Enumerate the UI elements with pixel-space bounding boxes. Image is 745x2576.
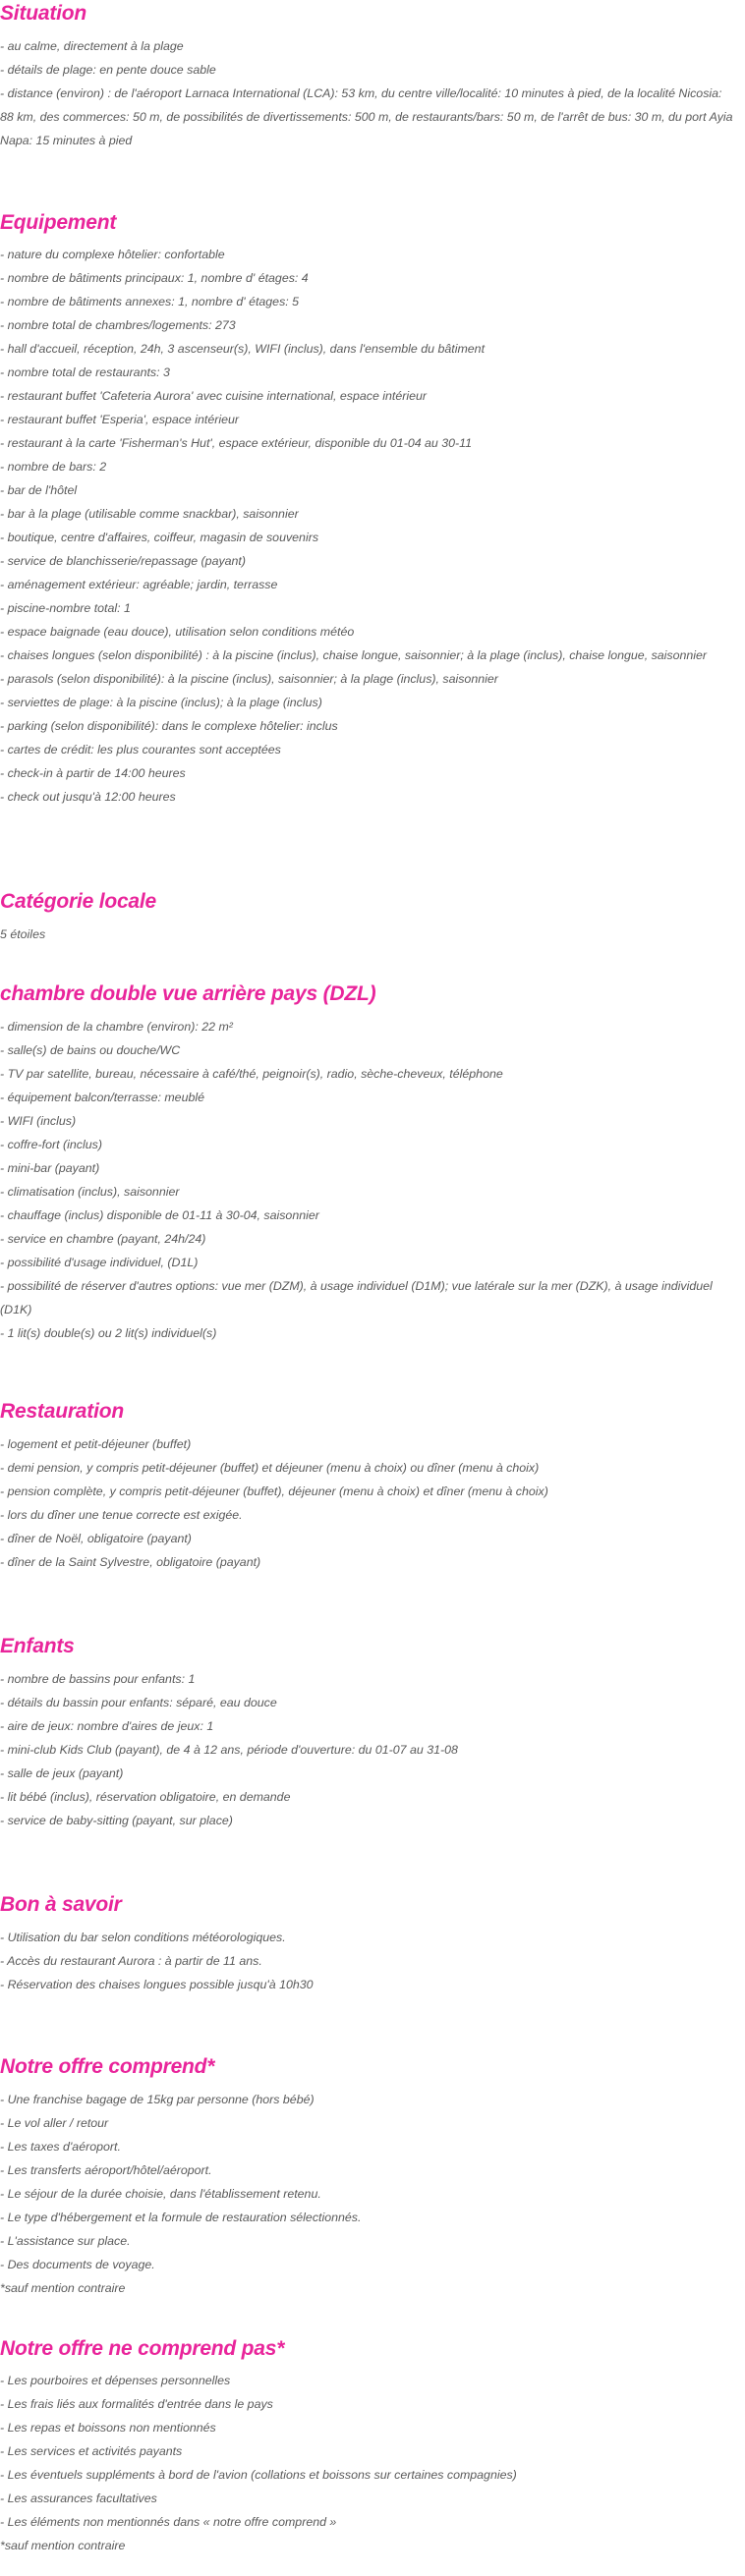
section-title: chambre double vue arrière pays (DZL) (0, 982, 376, 1005)
list-item: - Les frais liés aux formalités d'entrée dans le pays (0, 2397, 273, 2411)
list-item: - nombre total de chambres/logements: 273 (0, 318, 236, 332)
list-item: - Une franchise bagage de 15kg par personne (hors bébé) (0, 2093, 315, 2106)
list-item: - possibilité d'usage individuel, (D1L) (0, 1256, 199, 1269)
list-item: - mini-bar (payant) (0, 1161, 100, 1175)
list-item: - aménagement extérieur: agréable; jardin, terrasse (0, 578, 278, 591)
list-item: - check-in à partir de 14:00 heures (0, 766, 186, 780)
list-item: - boutique, centre d'affaires, coiffeur, magasin de souvenirs (0, 531, 319, 544)
list-item: - parking (selon disponibilité): dans le complexe hôtelier: inclus (0, 719, 338, 733)
section-title: Bon à savoir (0, 1893, 122, 1916)
list-item: - dîner de Noël, obligatoire (payant) (0, 1532, 192, 1545)
list-item: - Le vol aller / retour (0, 2116, 109, 2130)
section-offre-comprend (0, 2053, 737, 2300)
list-item: - Les repas et boissons non mentionnés (0, 2421, 216, 2435)
list-item: - Le séjour de la durée choisie, dans l'établissement retenu. (0, 2187, 321, 2201)
list-item: - WIFI (inclus) (0, 1114, 77, 1128)
list-item: *sauf mention contraire (0, 2281, 126, 2295)
section-title: Enfants (0, 1635, 75, 1657)
list-item: - Utilisation du bar selon conditions météorologiques. (0, 1931, 286, 1944)
list-item: - dimension de la chambre (environ): 22 m² (0, 1020, 233, 1034)
list-item: - Le type d'hébergement et la formule de restauration sélectionnés. (0, 2211, 362, 2224)
list-item: - restaurant buffet 'Esperia', espace intérieur (0, 413, 240, 426)
list-item: - logement et petit-déjeuner (buffet) (0, 1437, 192, 1451)
section-bon-a-savoir (0, 1891, 737, 1996)
list-item: - nature du complexe hôtelier: confortable (0, 248, 225, 261)
list-item: - salle(s) de bains ou douche/WC (0, 1043, 181, 1057)
list-item: - aire de jeux: nombre d'aires de jeux: 1 (0, 1719, 214, 1733)
list-item: - Réservation des chaises longues possible jusqu'à 10h30 (0, 1978, 314, 1991)
section-enfants (0, 1633, 737, 1832)
section-chambre (0, 980, 737, 1345)
section-lines (0, 1432, 737, 1574)
list-item: - Les assurances facultatives (0, 2492, 157, 2505)
section-title: Notre offre ne comprend pas* (0, 2337, 285, 2360)
section-situation (0, 0, 737, 152)
list-item: - Les pourboires et dépenses personnelles (0, 2374, 231, 2387)
list-item: - détails du bassin pour enfants: séparé, eau douce (0, 1696, 277, 1709)
list-item: - check out jusqu'à 12:00 heures (0, 790, 176, 804)
list-item: - piscine-nombre total: 1 (0, 601, 131, 615)
list-item: - demi pension, y compris petit-déjeuner (buffet) et déjeuner (menu à choix) ou dîner (menu à choix) (0, 1461, 540, 1475)
section-lines (0, 243, 737, 809)
list-item: - détails de plage: en pente douce sable (0, 63, 216, 77)
list-item: - cartes de crédit: les plus courantes sont acceptées (0, 743, 281, 756)
section-restauration (0, 1398, 737, 1574)
section-lines (0, 34, 737, 152)
list-item: - 1 lit(s) double(s) ou 2 lit(s) individuel(s) (0, 1326, 217, 1340)
list-item: - service de baby-sitting (payant, sur place) (0, 1814, 233, 1827)
section-equipement (0, 209, 737, 809)
section-lines (0, 1667, 737, 1832)
list-item: - Accès du restaurant Aurora : à partir de 11 ans. (0, 1954, 262, 1968)
list-item: - climatisation (inclus), saisonnier (0, 1185, 180, 1199)
section-title: Notre offre comprend* (0, 2055, 215, 2078)
list-item: - service en chambre (payant, 24h/24) (0, 1232, 206, 1246)
list-item: - coffre-fort (inclus) (0, 1138, 102, 1151)
list-item: - mini-club Kids Club (payant), de 4 à 12 ans, période d'ouverture: du 01-07 au 31-08 (0, 1743, 458, 1757)
list-item: - L'assistance sur place. (0, 2234, 131, 2248)
list-item: - TV par satellite, bureau, nécessaire à café/thé, peignoir(s), radio, sèche-cheveux, téléphone (0, 1067, 503, 1081)
list-item: - nombre de bâtiments annexes: 1, nombre d' étages: 5 (0, 295, 300, 308)
list-item: - hall d'accueil, réception, 24h, 3 ascenseur(s), WIFI (inclus), dans l'ensemble du bâtiment (0, 342, 486, 356)
list-item: - Les transferts aéroport/hôtel/aéroport. (0, 2163, 212, 2177)
list-item: - restaurant buffet 'Cafeteria Aurora' avec cuisine international, espace intérieur (0, 389, 428, 403)
list-item: - Les éventuels suppléments à bord de l'avion (collations et boissons sur certaines compagnies) (0, 2468, 517, 2482)
list-item: - au calme, directement à la plage (0, 39, 184, 53)
list-item: - distance (environ) : de l'aéroport Larnaca International (LCA): 53 km, du centre ville/localité: 10 minutes à pied, de la localité Nicosia: 88 km, des commerces: 50 m, de possibilités de divertissements: 500 m, de restaurants/bars: 50 m, de l'arrêt de bus: 30 m, du port Ayia Napa: 15 minutes à pied (0, 86, 733, 147)
list-item: - Les taxes d'aéroport. (0, 2140, 121, 2154)
list-item: - équipement balcon/terrasse: meublé (0, 1091, 205, 1104)
section-lines (0, 1015, 737, 1345)
list-item: - dîner de la Saint Sylvestre, obligatoire (payant) (0, 1555, 261, 1569)
list-item: - Les services et activités payants (0, 2444, 183, 2458)
section-title: Equipement (0, 211, 117, 234)
section-lines (0, 1926, 737, 1996)
list-item: - bar à la plage (utilisable comme snackbar), saisonnier (0, 507, 299, 521)
section-title: Restauration (0, 1400, 124, 1423)
section-offre-ne-comprend-pas (0, 2335, 737, 2557)
list-item: - espace baignade (eau douce), utilisation selon conditions météo (0, 625, 355, 639)
list-item: - serviettes de plage: à la piscine (inclus); à la plage (inclus) (0, 696, 322, 709)
section-categorie-locale (0, 888, 737, 946)
list-item: - parasols (selon disponibilité): à la piscine (inclus), saisonnier; à la plage (inclus), saisonnier (0, 672, 498, 686)
list-item: - salle de jeux (payant) (0, 1766, 124, 1780)
list-item: - restaurant à la carte 'Fisherman's Hut', espace extérieur, disponible du 01-04 au 30-11 (0, 436, 473, 450)
list-item: 5 étoiles (0, 927, 46, 941)
list-item: *sauf mention contraire (0, 2539, 126, 2552)
list-item: - service de blanchisserie/repassage (payant) (0, 554, 247, 568)
list-item: - nombre de bâtiments principaux: 1, nombre d' étages: 4 (0, 271, 309, 285)
list-item: - nombre de bars: 2 (0, 460, 107, 474)
list-item: - pension complète, y compris petit-déjeuner (buffet), déjeuner (menu à choix) et dîner (menu à choix) (0, 1484, 548, 1498)
section-lines (0, 2369, 737, 2557)
list-item: - nombre total de restaurants: 3 (0, 365, 170, 379)
list-item: - Des documents de voyage. (0, 2258, 155, 2271)
list-item: - nombre de bassins pour enfants: 1 (0, 1672, 196, 1686)
section-lines (0, 2088, 737, 2300)
section-title: Catégorie locale (0, 890, 157, 913)
list-item: - lors du dîner une tenue correcte est exigée. (0, 1508, 243, 1522)
list-item: - chaises longues (selon disponibilité) : à la piscine (inclus), chaise longue, saisonnier; à la plage (inclus), chaise longue, saisonnier (0, 648, 708, 662)
section-lines (0, 923, 737, 946)
list-item: - Les éléments non mentionnés dans « notre offre comprend » (0, 2515, 337, 2529)
list-item: - chauffage (inclus) disponible de 01-11 à 30-04, saisonnier (0, 1208, 319, 1222)
list-item: - possibilité de réserver d'autres options: vue mer (DZM), à usage individuel (D1M); vue latérale sur la mer (DZK), à usage individuel (D1K) (0, 1279, 713, 1316)
list-item: - bar de l'hôtel (0, 483, 78, 497)
list-item: - lit bébé (inclus), réservation obligatoire, en demande (0, 1790, 291, 1804)
section-title: Situation (0, 2, 87, 25)
